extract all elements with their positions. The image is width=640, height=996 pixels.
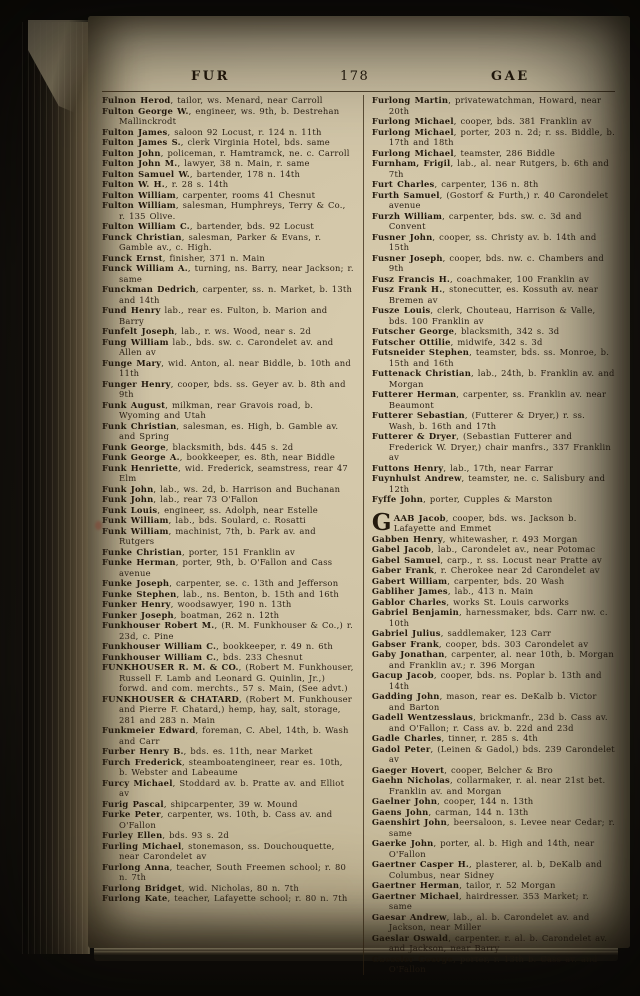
entry-name: Furth Samuel	[371, 189, 440, 200]
entry-name: Furzh William	[371, 210, 443, 221]
directory-columns	[102, 95, 615, 975]
entry-name: Futtenack Christian	[371, 368, 472, 378]
entry-name: Furke Peter	[102, 809, 161, 819]
entry-name: Funckman Dedrich	[102, 284, 196, 294]
directory-entry: Funker Henry, woodsawyer, 190 n. 13th	[102, 599, 292, 609]
entry-name: Gadding John	[371, 691, 440, 701]
entry-name: Futsneider Stephen	[371, 347, 470, 357]
entry-name: Futscher Ottilie	[371, 336, 451, 347]
directory-entry: Gaertner Michael, hairdresser. 353 Market; r. same	[371, 890, 589, 911]
directory-entry: Fulton John, policeman, r. Hamtramck, ne. c. Carroll	[102, 147, 350, 158]
directory-entry: Gacup Jacob, cooper, bds. ns. Poplar b. 13th and 14th	[371, 670, 602, 691]
entry-name: Furlong Martin	[371, 95, 449, 105]
directory-entry: Furlong Kate, teacher, Lafayette school; r. 80 n. 7th	[102, 893, 348, 903]
directory-entry: Gaerke John, porter, al. b. High and 14th, near O'Fallon	[371, 838, 595, 859]
directory-entry: Gabriel Julius, saddlemaker, 123 Carr	[371, 628, 552, 638]
book-page-stack-left	[22, 22, 90, 954]
entry-name: Funkhouser William C.	[102, 641, 217, 651]
entry-name: Futtons Henry	[371, 462, 444, 473]
entry-name: Furling Michael	[102, 840, 182, 851]
directory-entry: Funk John, lab., rear 73 O'Fallon	[102, 494, 259, 504]
entry-name: Funk George A.	[102, 452, 180, 462]
directory-entry: Gablor Charles, works St. Louis carworks	[371, 596, 569, 607]
directory-entry: Fulnon Herod, tailor, ws. Menard, near Carroll	[102, 95, 323, 105]
entry-name: Fulton John M.	[102, 158, 178, 168]
directory-entry: Fulton William, salesman, Humphreys, Terry & Co., r. 135 Olive.	[102, 200, 346, 221]
directory-entry: Funke Christian, porter, 151 Franklin av	[102, 546, 295, 557]
directory-entry: Gabel Samuel, carp., r. ss. Locust near Pratte av	[371, 554, 602, 565]
entry-name: Gaelner John	[371, 796, 438, 806]
entry-name: Fulton James	[102, 126, 168, 137]
page-stain	[95, 521, 102, 530]
directory-entry: Furber Henry B., bds. es. 11th, near Market	[102, 746, 313, 756]
directory-entry: Futterer & Dryer, (Sebastian Futterer and Frederick W. Dryer,) chair manfrs., 337 Franklin av	[371, 431, 612, 462]
entry-name: Gadell Wentzesslaus	[371, 712, 474, 722]
running-header	[102, 69, 615, 89]
directory-entry: Gadle Charles, tinner, r. 285 s. 4th	[371, 733, 538, 743]
entry-name: Futterer Herman	[371, 389, 457, 399]
entry-name: Fusner Joseph	[371, 252, 443, 263]
directory-entry: Futtons Henry, lab., 17th, near Farrar	[371, 462, 554, 473]
directory-entry: Funke Herman, porter, 9th, b. O'Fallon and Cass avenue	[102, 557, 333, 578]
header-rule	[102, 91, 615, 92]
entry-name: Funk Louis	[102, 504, 158, 515]
entry-name: Gaeger Hovert	[371, 764, 445, 775]
directory-entry: Gaber Frank, r. Cherokee near 2d Carondelet av	[371, 565, 600, 575]
entry-name: Gabser Frank	[371, 638, 439, 649]
page-number: 178	[340, 69, 370, 84]
dropcap-letter: G	[371, 508, 392, 536]
directory-entry: Gadding John, mason, rear es. DeKalb b. Victor and Barton	[371, 691, 597, 712]
directory-entry: Fulton W. H., r. 28 s. 14th	[102, 179, 229, 189]
directory-entry: Furth Samuel, (Gostorf & Furth,) r. 40 Carondelet avenue	[371, 189, 609, 210]
directory-entry: Funckman Dedrich, carpenter, ss. n. Market, b. 13th and 14th	[102, 284, 353, 305]
directory-entry: Furke Peter, carpenter, ws. 10th, b. Cass av. and O'Fallon	[102, 809, 333, 830]
entry-name: Gadol Peter	[371, 743, 431, 754]
entry-name: Fulton William C.	[102, 221, 190, 231]
entry-name: Gacup Jacob	[371, 670, 434, 680]
directory-entry: Futtenack Christian, lab., 24th, b. Franklin av. and Morgan	[371, 368, 615, 389]
entry-name: Funge Mary	[102, 357, 162, 368]
entry-name: Funke Stephen	[102, 588, 177, 599]
entry-name: Funk George	[102, 441, 166, 452]
directory-entry: Furling Michael, stonemason, ss. Douchouquette, near Carondelet av	[102, 840, 335, 861]
directory-entry: Fusner John, cooper, ss. Christy av. b. 14th and 15th	[371, 231, 597, 252]
directory-entry: Funk William, machinist, 7th, b. Park av. and Rutgers	[102, 525, 316, 546]
directory-entry: Fulton William, carpenter, rooms 41 Chesnut	[102, 189, 316, 200]
directory-entry: Funk Henriette, wid. Frederick, seamstress, rear 47 Elm	[102, 462, 348, 483]
entry-name: Fuynhulst Andrew	[371, 473, 462, 483]
directory-entry: Futscher Ottilie, midwife, 342 s. 3d	[371, 336, 543, 347]
entry-name: Funck William A.	[102, 263, 188, 273]
entry-name: Fulnon Herod	[102, 95, 171, 105]
directory-entry: Fyffe John, porter, Cupples & Marston	[371, 494, 553, 504]
directory-entry: Fusze Louis, clerk, Chouteau, Harrison & Valle, bds. 100 Franklin av	[371, 305, 596, 326]
entry-name: FUNKHOUSER R. M. & CO.	[102, 662, 239, 672]
directory-entry: Gadol Peter, (Leinen & Gadol,) bds. 239 Carondelet av	[371, 743, 615, 764]
entry-name: Gabel Jacob	[371, 544, 432, 554]
entry-name: Fung William	[102, 336, 169, 347]
entry-name: Gaesar Andrew	[371, 911, 447, 922]
entry-name: Funk William	[102, 515, 169, 525]
entry-name: Furlong Bridget	[102, 882, 182, 893]
directory-entry: Funck Ernst, finisher, 371 n. Main	[102, 252, 265, 263]
column-left	[102, 95, 354, 975]
entry-name: Gaens John	[371, 806, 429, 817]
entry-name: Gabliher James	[371, 586, 448, 596]
directory-entry: Funke Stephen, lab., ns. Benton, b. 15th and 16th	[102, 588, 340, 599]
directory-entry: Fulton James S., clerk Virginia Hotel, bds. same	[102, 137, 330, 147]
entry-name: Fulton James S.	[102, 137, 181, 147]
directory-entry: Funker Joseph, boatman, 262 n. 12th	[102, 609, 280, 620]
entry-name: Futscher George	[371, 326, 455, 336]
directory-entry: Gaeger Hovert, cooper, Belcher & Bro	[371, 764, 553, 775]
directory-entry: Furley Ellen, bds. 93 s. 2d	[102, 830, 230, 840]
entry-name: Furley Ellen	[102, 830, 163, 840]
directory-entry: Funk Christian, salesman, es. High, b. Gamble av. and Spring	[102, 420, 339, 441]
directory-entry: Gaesar Andrew, lab., al. b. Carondelet av. and Jackson, near Miller	[371, 911, 590, 932]
entry-name: Fulton George W.	[102, 105, 189, 116]
directory-entry: Funkhouser William C., bds. 233 Chesnut	[102, 651, 303, 662]
entry-name: Gablor Charles	[371, 596, 447, 607]
entry-name: Fusz Frank H.	[371, 284, 443, 294]
directory-entry: Futterer Sebastian, (Futterer & Dryer,) r. ss. Wash, b. 16th and 17th	[371, 410, 585, 431]
entry-name: Gaertner Casper H.	[371, 859, 469, 869]
directory-entry: Furzh William, carpenter, bds. sw. c. 3d and Convent	[371, 210, 582, 231]
directory-entry: Gabert William, carpenter, bds. 20 Wash	[371, 575, 565, 586]
entry-name: Fulton W. H.	[102, 179, 165, 189]
entry-name: Furlong Michael	[371, 116, 454, 126]
entry-name: Funke Joseph	[102, 578, 170, 588]
directory-entry: Fung William lab., bds. sw. c. Carondelet av. and Allen av	[102, 336, 334, 357]
entry-name: Fulton John	[102, 147, 161, 158]
entry-name: FUNKHOUSER & CHATARD	[102, 693, 239, 704]
entry-name: Furnham, Frigil	[371, 158, 451, 168]
entry-name: Fyffe John	[371, 494, 424, 504]
entry-name: Funke Herman	[102, 557, 176, 567]
directory-entry: Fulton John M., lawyer, 38 n. Main, r. same	[102, 158, 310, 168]
entry-name: Fulton Samuel W.	[102, 168, 190, 179]
entry-name: Furcy Michael	[102, 777, 173, 788]
entry-name: Gaertner Herman	[371, 880, 460, 890]
entry-name: Futterer & Dryer	[371, 431, 457, 441]
directory-entry: Gabben Henry, whitewasher, r. 493 Morgan	[371, 533, 578, 544]
entry-name: Furlong Michael	[371, 126, 454, 137]
directory-entry: Funk Louis, engineer, ss. Adolph, near Estelle	[102, 504, 318, 515]
entry-name: Funk Henriette	[102, 462, 179, 473]
directory-entry: Fund Henry lab., rear es. Fulton, b. Marion and Barry	[102, 305, 328, 326]
directory-entry: Funk George A., bookkeeper, es. 8th, near Biddle	[102, 452, 336, 462]
directory-entry: Gadell Wentzesslaus, brickmanfr., 23d b. Cass av. and O'Fallon; r. Cass av. b. 22d and 23d	[371, 712, 608, 733]
entry-name: Funk John	[102, 483, 154, 494]
directory-entry: Furlong Anna, teacher, South Freemen school; r. 80 n. 7th	[102, 861, 347, 882]
directory-entry: Gaelner John, cooper, 144 n. 13th	[371, 796, 534, 806]
directory-entry: Fusner Joseph, cooper, bds. nw. c. Chambers and 9th	[371, 252, 604, 273]
directory-entry: Gabser Frank, cooper, bds. 303 Carondelet av	[371, 638, 589, 649]
directory-entry: Fulton William C., bartender, bds. 92 Locust	[102, 221, 314, 231]
directory-entry: Funfelt Joseph, lab., r. ws. Wood, near s. 2d	[102, 326, 311, 336]
directory-entry: Gabliher James, lab., 413 n. Main	[371, 586, 534, 596]
directory-entry: Funke Joseph, carpenter, se. c. 13th and Jefferson	[102, 578, 339, 588]
header-guide-word-left: FUR	[191, 69, 230, 84]
entry-name: AAB Jacob	[393, 512, 446, 523]
entry-name: Fusze Louis	[371, 305, 431, 315]
directory-entry: GAAB Jacob, cooper, bds. ws. Jackson b. Lafayette and Emmet	[371, 508, 577, 536]
directory-entry: Fusz Frank H., stonecutter, es. Kossuth av. near Bremen av	[371, 284, 599, 305]
entry-name: Funker Joseph	[102, 609, 174, 620]
entry-name: Gaertner Michael	[371, 890, 459, 901]
entry-name: Furlong Anna	[102, 861, 170, 872]
directory-entry: Futterer Herman, carpenter, ss. Franklin av. near Beaumont	[371, 389, 607, 410]
directory-entry: Funck Christian, salesman, Parker & Evans, r. Gamble av., c. High.	[102, 231, 322, 252]
entry-name: Furber Henry B.	[102, 746, 184, 756]
entry-name: Gaber Frank	[371, 565, 434, 575]
directory-entry: Fulton James, saloon 92 Locust, r. 124 n. 11th	[102, 126, 322, 137]
directory-entry: Gabel Jacob, lab., Carondelet av., near Potomac	[371, 544, 596, 554]
entry-name: Funkhouser Robert M.	[102, 620, 215, 630]
directory-entry: FUNKHOUSER R. M. & CO., (Robert M. Funkhouser, Russell F. Lamb and Leonard G. Quinlin, Jr.,) forwd. and com. merchts., 57 s. Main, (See advt.)	[102, 662, 354, 693]
entry-name: Gabriel Benjamin	[371, 607, 459, 617]
header-guide-word-right: GAE	[491, 69, 530, 84]
directory-page	[88, 16, 630, 974]
entry-name: Funke Christian	[102, 546, 182, 557]
directory-entry: Funk George, blacksmith, bds. 445 s. 2d	[102, 441, 294, 452]
directory-entry: Funkmeier Edward, foreman, C. Abel, 14th, b. Wash and Carr	[102, 725, 349, 746]
directory-entry: FUNKHOUSER & CHATARD, (Robert M. Funkhouser and Pierre F. Chatard,) hemp, hay, salt, storage, 281 and 283 n. Main	[102, 693, 353, 725]
entry-name: Futterer Sebastian	[371, 410, 465, 420]
directory-entry: Funk John, lab., ws. 2d, b. Harrison and Buchanan	[102, 483, 341, 494]
directory-entry: Furlong Bridget, wid. Nicholas, 80 n. 7th	[102, 882, 299, 893]
directory-entry: Funck William A., turning, ns. Barry, near Jackson; r. same	[102, 263, 354, 284]
directory-entry: Funkhouser Robert M., (R. M. Funkhouser & Co.,) r. 23d, c. Pine	[102, 620, 353, 641]
directory-entry: Furlong Michael, cooper, bds. 381 Franklin av	[371, 116, 592, 126]
directory-entry: Fulton George W., engineer, ws. 9th, b. Destrehan Mallinckrodt	[102, 105, 340, 126]
entry-name: Gaby Jonathan	[371, 649, 445, 659]
entry-name: Funk William	[102, 525, 169, 536]
entry-name: Fusner John	[371, 231, 433, 242]
entry-name: Funger Henry	[102, 378, 171, 389]
entry-name: Gaessler George	[371, 953, 454, 964]
directory-entry: Gaby Jonathan, carpenter, al. near 10th, b. Morgan and Franklin av.; r. 396 Morgan	[371, 649, 614, 670]
entry-name: Funker Henry	[102, 599, 171, 609]
entry-name: Gaenshirt John	[371, 817, 447, 827]
directory-entry: Gaeslar Oswald, carpenter. r. al. b. Carondelet av. and Jackson, near Barry	[371, 932, 608, 953]
entry-name: Gadle Charles	[371, 733, 442, 743]
entry-name: Gaehn Nicholas	[371, 775, 450, 785]
entry-name: Funkhouser William C.	[102, 651, 217, 662]
directory-entry: Gaessler George, porter, r. 13th b. Cass av. and O'Fallon	[371, 953, 598, 974]
directory-entry: Gaertner Casper H., plasterer, al. b, DeKalb and Columbus, near Sidney	[371, 859, 602, 880]
entry-name: Furt Charles	[371, 179, 435, 189]
entry-name: Gaerke John	[371, 838, 434, 848]
directory-entry: Fuynhulst Andrew, teamster, ne. c. Salisbury and 12th	[371, 473, 606, 494]
directory-entry: Furlong Martin, privatewatchman, Howard, near 20th	[371, 95, 602, 116]
entry-name: Fusz Francis H.	[371, 273, 450, 284]
entry-name: Furlong Kate	[102, 893, 168, 903]
entry-name: Furlong Michael	[371, 147, 454, 158]
directory-entry: Fulton Samuel W., bartender, 178 n. 14th	[102, 168, 301, 179]
entry-name: Funk Christian	[102, 420, 177, 431]
entry-name: Furch Frederick	[102, 756, 182, 767]
entry-name: Funck Christian	[102, 231, 182, 242]
entry-name: Funkmeier Edward	[102, 725, 196, 735]
directory-entry: Gaehn Nicholas, collarmaker, r. al. near 21st bet. Franklin av. and Morgan	[371, 775, 606, 796]
directory-entry: Furnham, Frigil, lab., al. near Rutgers, b. 6th and 7th	[371, 158, 609, 179]
directory-entry: Funger Henry, cooper, bds. ss. Geyer av. b. 8th and 9th	[102, 378, 346, 399]
directory-entry: Furlong Michael, porter, 203 n. 2d; r. ss. Biddle, b. 17th and 18th	[371, 126, 615, 147]
directory-entry: Furig Pascal, shipcarpenter, 39 w. Mound	[102, 798, 298, 809]
directory-entry: Gaenshirt John, beersaloon, s. Levee near Cedar; r. same	[371, 817, 615, 838]
directory-entry: Furcy Michael, Stoddard av. b. Pratte av. and Elliot av	[102, 777, 345, 798]
entry-name: Gaeslar Oswald	[371, 932, 449, 943]
directory-entry: Fusz Francis H., coachmaker, 100 Franklin av	[371, 273, 589, 284]
directory-entry: Funk August, milkman, rear Gravois road, b. Wyoming and Utah	[102, 399, 314, 420]
directory-entry: Furlong Michael, teamster, 286 Biddle	[371, 147, 556, 158]
entry-name: Funk John	[102, 494, 154, 504]
column-right	[363, 95, 615, 975]
entry-name: Gabben Henry	[371, 533, 443, 544]
entry-name: Fund Henry	[102, 305, 161, 315]
entry-name: Fulton William	[102, 189, 176, 200]
directory-entry: Gabriel Benjamin, harnessmaker, bds. Carr nw. c. 10th	[371, 607, 608, 628]
directory-entry: Funk William, lab., bds. Soulard, c. Rosatti	[102, 515, 306, 525]
page-content	[102, 16, 615, 974]
entry-name: Gabert William	[371, 575, 448, 586]
directory-entry: Gaens John, carman, 144 n. 13th	[371, 806, 529, 817]
entry-name: Fulton William	[102, 200, 176, 210]
entry-name: Gabriel Julius	[371, 628, 441, 638]
directory-entry: Furch Frederick, steamboatengineer, rear es. 10th, b. Webster and Labeaume	[102, 756, 343, 777]
directory-entry: Futsneider Stephen, teamster, bds. ss. Monroe, b. 15th and 16th	[371, 347, 610, 368]
entry-name: Funck Ernst	[102, 252, 163, 263]
directory-entry: Gaertner Herman, tailor, r. 52 Morgan	[371, 880, 556, 890]
directory-entry: Funkhouser William C., bookkeeper, r. 49 n. 6th	[102, 641, 333, 651]
entry-name: Funfelt Joseph	[102, 326, 175, 336]
entry-name: Furig Pascal	[102, 798, 164, 809]
page-edge-lines	[22, 22, 90, 954]
directory-entry: Furt Charles, carpenter, 136 n. 8th	[371, 179, 539, 189]
entry-name: Gabel Samuel	[371, 554, 441, 565]
directory-entry: Futscher George, blacksmith, 342 s. 3d	[371, 326, 560, 336]
directory-entry: Funge Mary, wid. Anton, al. near Biddle, b. 10th and 11th	[102, 357, 351, 378]
entry-name: Funk August	[102, 399, 166, 410]
